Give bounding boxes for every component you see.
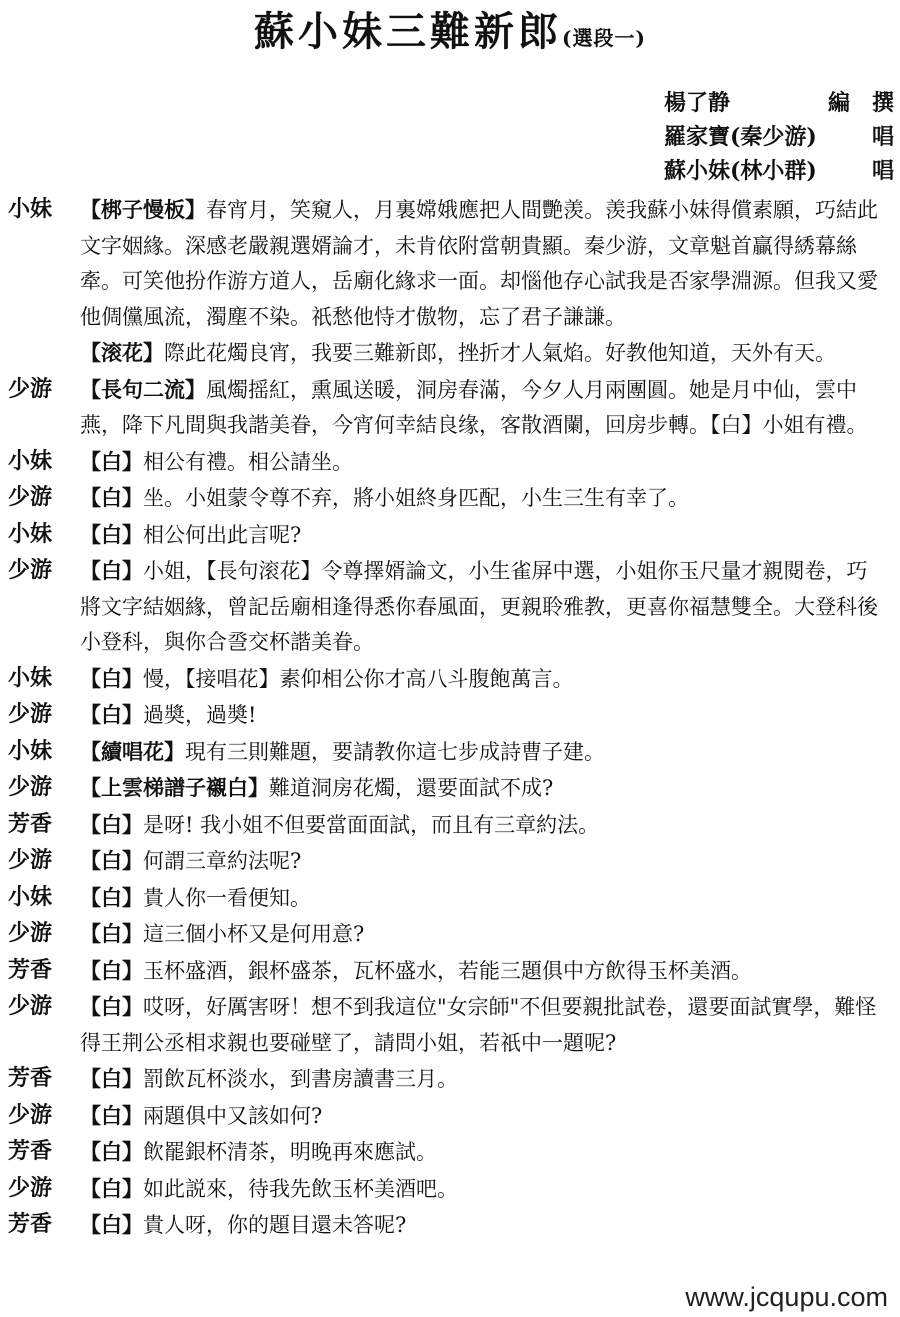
script-line	[8, 192, 888, 335]
tune-tag: 【上雲梯譜子襯白】	[80, 775, 269, 800]
script-line	[8, 661, 888, 698]
dialogue-text	[80, 989, 888, 1061]
script-line	[8, 1098, 888, 1135]
dialogue-text	[80, 1207, 888, 1244]
dialogue-text	[80, 770, 888, 807]
speaker-name: 少游	[8, 557, 53, 583]
line-content: 是呀! 我小姐不但要當面面試，而且有三章約法。	[143, 812, 600, 837]
dialogue-text	[80, 697, 888, 734]
line-content: 相公何出此言呢?	[143, 522, 302, 547]
dialogue-text	[80, 553, 888, 661]
script-line	[8, 843, 888, 880]
script-line	[8, 444, 888, 481]
line-content: 風燭摇紅，熏風送暖，洞房春滿，今夕人月兩團圓。她是月中仙，雲中燕，降下凡間與我諧美眷，今宵何幸結良缘，客散酒闌，回房步轉。【白】小姐有禮。	[80, 377, 868, 437]
tune-tag: 【白】	[80, 1066, 143, 1091]
tune-tag: 【滚花】	[80, 340, 164, 365]
line-content: 兩題俱中又該如何?	[143, 1103, 323, 1128]
credit-line	[664, 120, 894, 154]
line-content: 如此説來，待我先飲玉杯美酒吧。	[143, 1176, 458, 1201]
dialogue-text	[80, 1134, 888, 1171]
dialogue-text	[80, 192, 888, 335]
script-line	[8, 953, 888, 990]
script-line	[8, 1207, 888, 1244]
credits	[664, 86, 894, 188]
tune-tag: 【續唱花】	[80, 738, 185, 764]
dialogue-text	[80, 661, 888, 698]
dialogue-text	[80, 1061, 888, 1098]
speaker-name: 小妹	[8, 196, 53, 222]
script-line	[8, 807, 888, 844]
speaker-name: 芳香	[8, 1138, 53, 1164]
line-content: 罰飲瓦杯淡水，到書房讀書三月。	[143, 1067, 458, 1091]
line-content: 現有三則難題，要請教你這七步成詩曹子建。	[185, 739, 605, 764]
tune-tag: 【白】	[80, 521, 143, 547]
speaker-name: 芳香	[8, 956, 53, 983]
tune-tag: 【梆子慢板】	[80, 197, 206, 222]
tune-tag: 【白】	[80, 957, 143, 983]
script-line	[8, 517, 888, 554]
speaker-name: 小妹	[8, 520, 53, 547]
line-content: 貴人你一看便知。	[143, 885, 311, 910]
tune-tag: 【白】	[80, 485, 143, 510]
dialogue-text	[80, 480, 888, 517]
speaker-name: 小妹	[8, 664, 53, 691]
tune-tag: 【白】	[80, 921, 143, 946]
tune-tag: 【白】	[80, 1102, 143, 1128]
line-content: 坐。小姐蒙令尊不弃，將小姐終身匹配，小生三生有幸了。	[143, 486, 689, 510]
credit-role: 編 撰	[827, 90, 894, 116]
speaker-name: 小妹	[8, 737, 53, 764]
tune-tag: 【白】	[80, 811, 143, 837]
script-line	[8, 1134, 888, 1171]
dialogue-text	[80, 807, 888, 844]
speaker-name: 少游	[8, 1101, 53, 1128]
tune-tag: 【白】	[80, 665, 143, 691]
speaker-name: 小妹	[8, 447, 53, 474]
dialogue-text	[80, 517, 888, 554]
speaker-name: 少游	[8, 1174, 53, 1201]
dialogue-text	[80, 335, 888, 372]
line-content: 何謂三章約法呢?	[143, 849, 302, 873]
line-content: 難道洞房花燭，還要面試不成?	[269, 776, 554, 800]
line-content: 哎呀，好厲害呀！想不到我這位"女宗師"不但要親批試卷，還要面試實學，難怪得王荆公丞相求親也要碰壁了，請問小姐，若祇中一題呢?	[80, 995, 877, 1055]
line-content: 際此花燭良宵，我要三難新郎，挫折才人氣焰。好教他知道，天外有天。	[164, 341, 836, 365]
script-line	[8, 1171, 888, 1208]
tune-tag: 【白】	[80, 702, 143, 727]
speaker-name: 小妹	[8, 883, 53, 910]
dialogue-text	[80, 880, 888, 917]
title-main: 蘇小妹三難新郎	[254, 8, 563, 55]
tune-tag: 【長句二流】	[80, 376, 206, 402]
dialogue-text	[80, 1171, 888, 1208]
script-line	[8, 734, 888, 771]
credit-line	[664, 86, 894, 120]
line-content: 相公有禮。相公請坐。	[143, 449, 353, 474]
tune-tag: 【白】	[80, 558, 143, 583]
script-line	[8, 480, 888, 517]
watermark: www.jcqupu.com	[685, 1282, 888, 1312]
script-line	[8, 770, 888, 807]
dialogue-text	[80, 953, 888, 990]
tune-tag: 【白】	[80, 1212, 143, 1237]
script-line	[8, 553, 888, 661]
speaker-name: 少游	[8, 847, 53, 873]
line-content: 飲罷銀杯清茶，明晚再來應試。	[143, 1140, 437, 1164]
speaker-name: 芳香	[8, 1211, 53, 1237]
dialogue-text	[80, 843, 888, 880]
credit-line	[664, 154, 894, 188]
dialogue-text	[80, 734, 888, 771]
line-content: 過奬，過奬!	[143, 703, 257, 727]
script-line	[8, 372, 888, 444]
script-line	[8, 1061, 888, 1098]
script-line	[8, 335, 888, 372]
credit-name: 羅家寶(秦少游)	[664, 124, 817, 150]
dialogue-text	[80, 444, 888, 481]
script-body	[8, 192, 888, 1244]
credit-name: 蘇小妹(林小群)	[664, 158, 817, 184]
page-title	[0, 4, 900, 66]
line-content: 慢，【接唱花】素仰相公你才高八斗腹飽萬言。	[143, 666, 574, 691]
speaker-name: 芳香	[8, 810, 53, 837]
speaker-name: 少游	[8, 993, 53, 1019]
speaker-name: 少游	[8, 920, 53, 946]
line-content: 貴人呀，你的題目還未答呢?	[143, 1213, 407, 1237]
tune-tag: 【白】	[80, 848, 143, 873]
script-line	[8, 697, 888, 734]
line-content: 春宵月，笑窺人，月裏嫦娥應把人間艷羡。羡我蘇小妹得償素願，巧結此文字姻緣。深感老嚴親選婿論才，未肯依附當朝貴顯。秦少游，文章魁首贏得綉幕絲牽。可笑他扮作游方道人，岳廟化緣求一面。却惱他存心試我是否家學淵源。但我又愛他倜儻風流，濁塵不染。祇愁他恃才傲物，忘了君子謙謙。	[80, 198, 878, 329]
title-subtitle: (選段一)	[562, 26, 646, 50]
speaker-name: 少游	[8, 375, 53, 402]
script-line	[8, 916, 888, 953]
tune-tag: 【白】	[80, 1139, 143, 1164]
credit-role: 唱	[871, 124, 894, 150]
speaker-name: 少游	[8, 484, 53, 510]
tune-tag: 【白】	[80, 1175, 143, 1201]
tune-tag: 【白】	[80, 448, 143, 474]
speaker-name: 少游	[8, 701, 53, 727]
line-content: 玉杯盛酒，銀杯盛茶，瓦杯盛水，若能三題俱中方飲得玉杯美酒。	[143, 958, 752, 983]
line-content: 這三個小杯又是何用意?	[143, 922, 365, 946]
speaker-name	[8, 335, 80, 372]
script-line	[8, 880, 888, 917]
dialogue-text	[80, 916, 888, 953]
speaker-name: 芳香	[8, 1065, 53, 1091]
line-content: 小姐，【長句滚花】令尊擇婿論文，小生雀屏中選，小姐你玉尺量才親閱卷，巧將文字結姻緣，曾記岳廟相逢得悉你春風面，更親聆雅教，更喜你福慧雙全。大登科後小登科，與你合巹交杯諧美眷。	[80, 559, 878, 654]
credit-role: 唱	[871, 158, 894, 184]
tune-tag: 【白】	[80, 884, 143, 910]
credit-name: 楊了静	[664, 90, 731, 116]
tune-tag: 【白】	[80, 994, 143, 1019]
speaker-name: 少游	[8, 774, 53, 800]
script-line	[8, 989, 888, 1061]
dialogue-text	[80, 372, 888, 444]
dialogue-text	[80, 1098, 888, 1135]
